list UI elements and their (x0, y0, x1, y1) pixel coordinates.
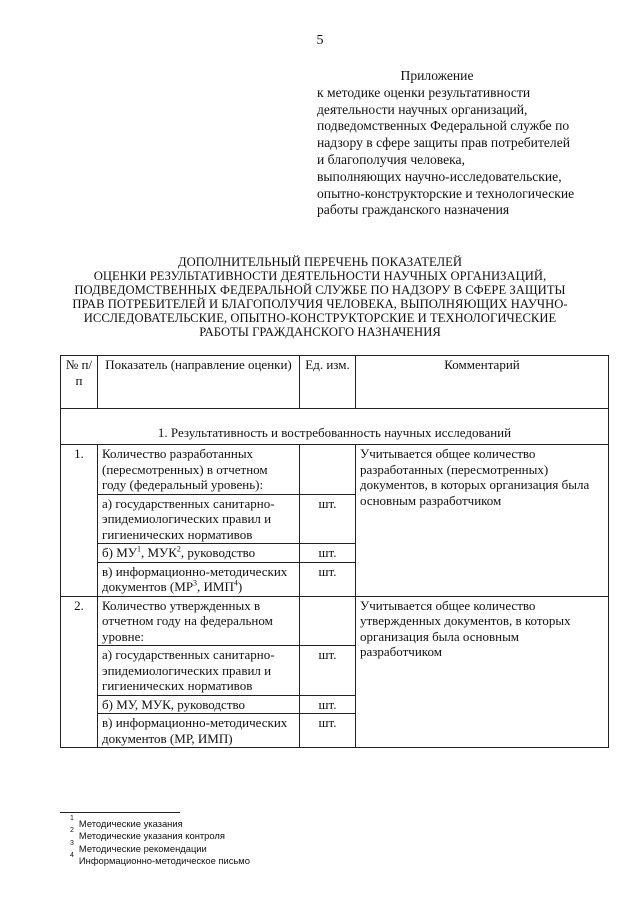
heading-line: РАБОТЫ ГРАЖДАНСКОГО НАЗНАЧЕНИЯ (199, 325, 441, 339)
document-heading (60, 255, 580, 339)
item-text: , руководство (180, 545, 256, 560)
unit-cell: шт. (300, 544, 356, 563)
indicator-item (98, 544, 300, 563)
footnote (70, 827, 250, 842)
footnote-ref: 3 (193, 578, 198, 588)
appendix-line: подведомственных Федеральной службе по (317, 118, 570, 134)
footnote-text: Методические рекомендации (78, 842, 207, 854)
footnote-ref: 1 (136, 544, 141, 554)
indicator-item: б) МУ, МУК, руководство (98, 695, 300, 714)
item-text: в) информационно-методических документов (МР (102, 563, 288, 594)
item-text: , ИМП (197, 579, 234, 594)
appendix-line: работы гражданского назначения (317, 202, 510, 218)
footnotes (70, 814, 250, 868)
appendix-block (317, 68, 617, 219)
indicator-item: а) государственных санитарно-эпидемиологических правил и гигиенических нормативов (98, 494, 300, 544)
footnote-ref: 4 (233, 578, 238, 588)
footnote (70, 839, 250, 855)
item-text: , МУК (140, 545, 177, 560)
indicator-item (98, 562, 300, 596)
unit-cell: шт. (300, 695, 356, 714)
footnote-mark: 2 (70, 827, 74, 835)
appendix-line: выполняющих научно-исследовательские, (317, 168, 562, 184)
heading-line: ОЦЕНКИ РЕЗУЛЬТАТИВНОСТИ ДЕЯТЕЛЬНОСТИ НАУЧНЫХ ОРГАНИЗАЦИЙ, (93, 269, 547, 283)
footnote-ref: 2 (176, 544, 181, 554)
indicators-table (60, 355, 609, 748)
heading-line: ДОПОЛНИТЕЛЬНЫЙ ПЕРЕЧЕНЬ ПОКАЗАТЕЛЕЙ (177, 255, 463, 269)
item-text: б) МУ (102, 545, 137, 560)
comment-cell: Учитывается общее количество утвержденных документов, в которых организация была основным разработчиком (356, 596, 609, 748)
item-text: ) (237, 579, 243, 594)
footnote-divider (60, 812, 180, 813)
appendix-line: надзору в сфере защиты прав потребителей (317, 135, 571, 151)
heading-line: ПОДВЕДОМСТВЕННЫХ ФЕДЕРАЛЬНОЙ СЛУЖБЕ ПО НАДЗОРУ В СФЕРЕ ЗАЩИТЫ (74, 283, 566, 297)
unit-cell (300, 596, 356, 646)
section-row (61, 409, 609, 445)
heading-line: ПРАВ ПОТРЕБИТЕЛЕЙ И БЛАГОПОЛУЧИЯ ЧЕЛОВЕКА, ВЫПОЛНЯЮЩИХ НАУЧНО- (72, 297, 568, 311)
comment-cell: Учитывается общее количество разработанных (пересмотренных) документов, в которых организация была основным разработчиком (356, 445, 609, 597)
appendix-line: и благополучия человека, (317, 151, 465, 167)
footnote-text: Информационно-методическое письмо (78, 855, 250, 867)
footnote-text: Методические указания контроля (78, 830, 225, 842)
row-number: 1. (61, 445, 98, 597)
appendix-line: опытно-конструкторские и технологические (317, 185, 575, 201)
unit-cell: шт. (300, 646, 356, 696)
unit-cell (300, 445, 356, 495)
unit-cell: шт. (300, 714, 356, 748)
unit-cell: шт. (300, 562, 356, 596)
appendix-title: Приложение (400, 68, 474, 83)
header-comment: Комментарий (356, 356, 609, 409)
indicator-item: а) государственных санитарно-эпидемиологических правил и гигиенических нормативов (98, 646, 300, 696)
unit-cell: шт. (300, 494, 356, 544)
footnote-mark: 4 (70, 852, 74, 860)
footnote-mark: 1 (70, 814, 74, 822)
footnote (70, 852, 250, 867)
indicator-title: Количество разработанных (пересмотренных) в отчетном году (федеральный уровень): (98, 445, 300, 495)
appendix-line: деятельности научных организаций, (317, 101, 528, 117)
table-row (61, 445, 609, 495)
appendix-line: к методике оценки результативности (317, 84, 531, 100)
indicator-title: Количество утвержденных в отчетном году на федеральном уровне: (98, 596, 300, 646)
page-number: 5 (316, 33, 324, 48)
footnote-text: Методические указания (78, 818, 183, 829)
header-indicator: Показатель (направление оценки) (98, 356, 300, 409)
table-header-row (61, 356, 609, 409)
header-unit: Ед. изм. (300, 356, 356, 409)
footnote (70, 814, 250, 830)
table-row (61, 596, 609, 646)
heading-line: ИССЛЕДОВАТЕЛЬСКИЕ, ОПЫТНО-КОНСТРУКТОРСКИЕ И ТЕХНОЛОГИЧЕСКИЕ (83, 311, 557, 325)
section-title: 1. Результативность и востребованность научных исследований (61, 409, 609, 445)
row-number: 2. (61, 596, 98, 748)
indicator-item: в) информационно-методических документов (МР, ИМП) (98, 714, 300, 748)
footnote-mark: 3 (70, 839, 74, 847)
header-num: № п/п (61, 356, 98, 409)
